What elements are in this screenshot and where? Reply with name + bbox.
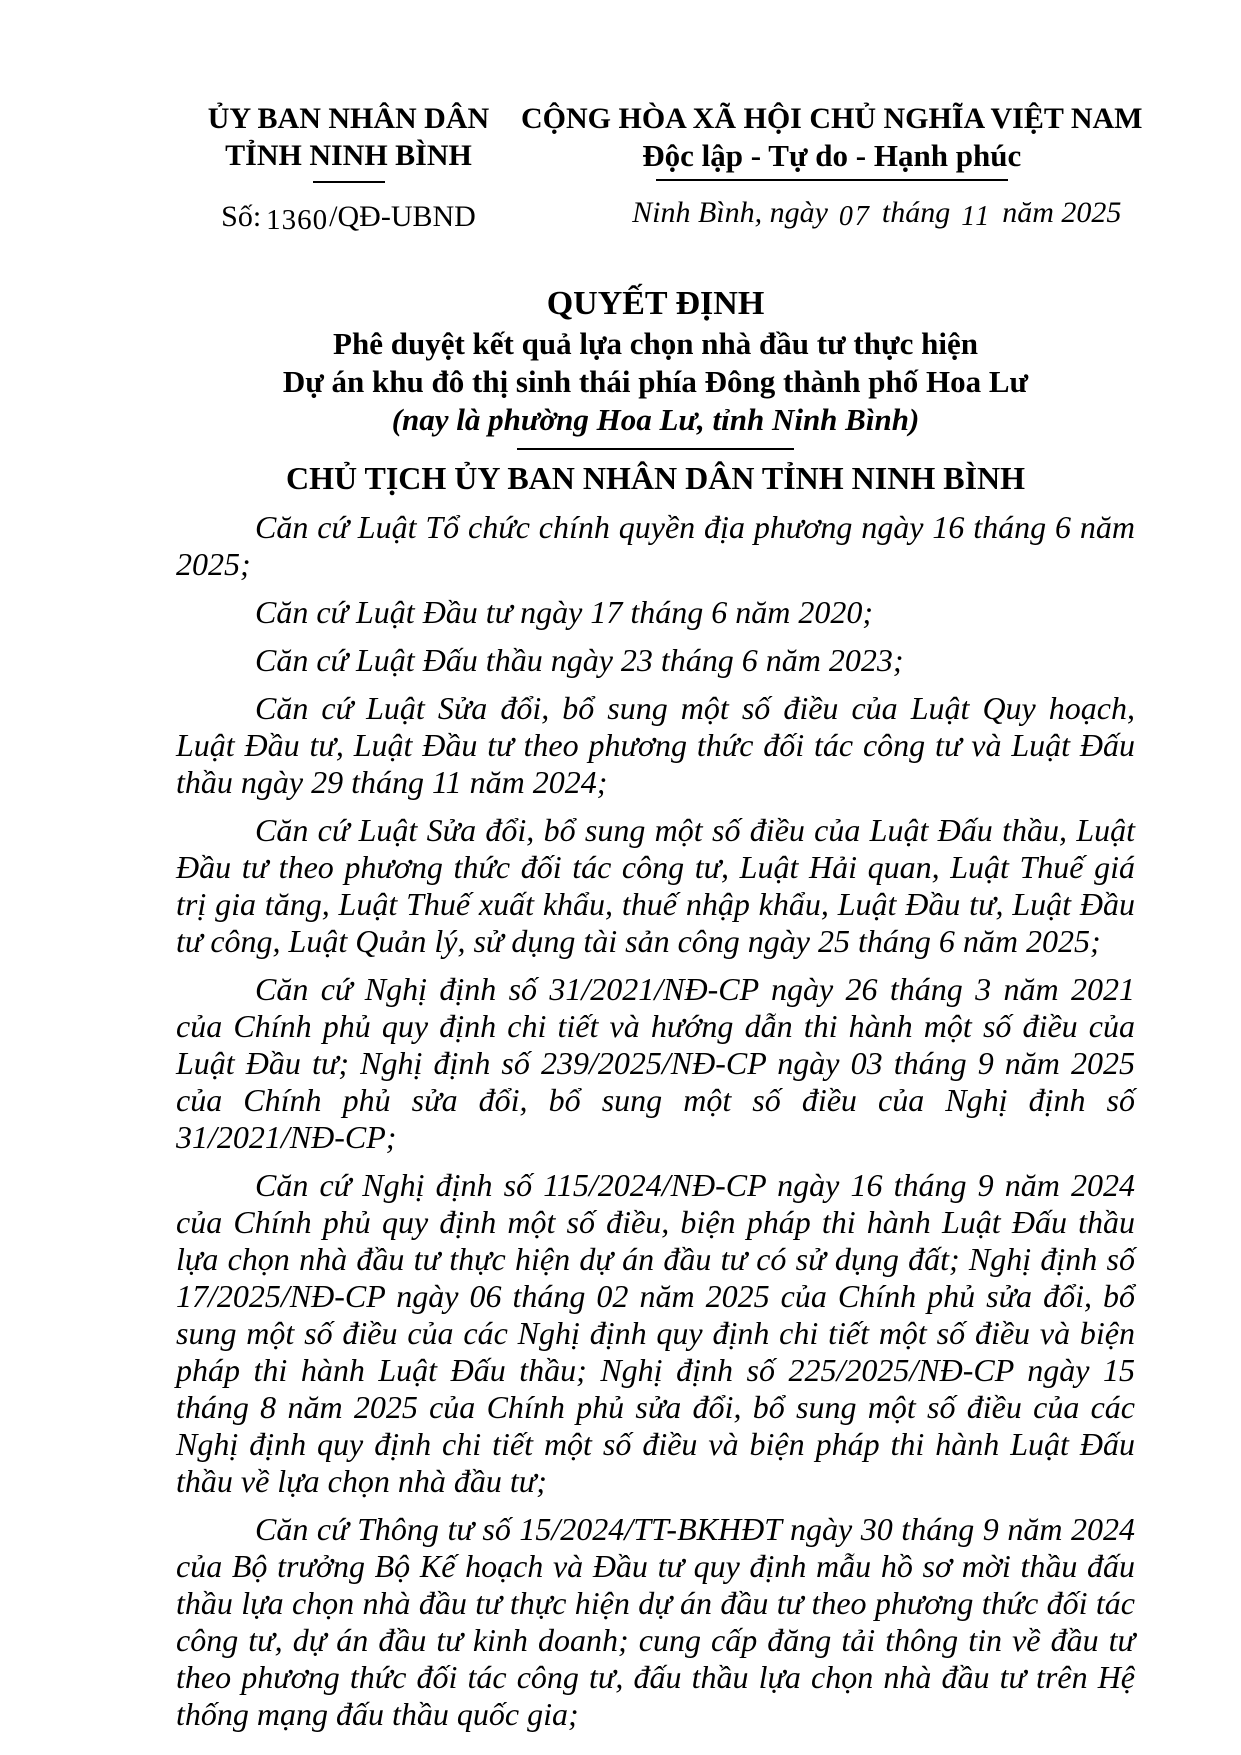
date-day-value: 07 <box>838 201 871 232</box>
decision-subtitle-3: (nay là phường Hoa Lư, tỉnh Ninh Bình) <box>391 402 920 437</box>
org-underline <box>313 181 385 183</box>
doc-number-line <box>176 199 521 235</box>
date-year-label: năm 2025 <box>1002 196 1122 229</box>
body-paragraph: Căn cứ Thông tư số 15/2024/TT-BKHĐT ngày 30 tháng 9 năm 2024 của Bộ trưởng Bộ Kế hoạch và Đầu tư quy định mẫu hồ sơ mời thầu đấu thầu lựa chọn nhà đầu tư thực hiện dự án đầu tư theo phương thức đối tác công tư, dự án đầu tư kinh doanh; cung cấp đăng tải thông tin về đầu tư theo phương thức đối tác công tư, đấu thầu lựa chọn nhà đầu tư trên Hệ thống mạng đấu thầu quốc gia; <box>176 1511 1135 1732</box>
body-paragraph: Căn cứ Luật Sửa đổi, bổ sung một số điều của Luật Quy hoạch, Luật Đầu tư, Luật Đầu tư theo phương thức đối tác công tư và Luật Đấu thầu ngày 29 tháng 11 năm 2024; <box>176 690 1135 800</box>
body-paragraphs <box>176 509 1135 1733</box>
org-name-line-2: TỈNH NINH BÌNH <box>225 139 472 172</box>
doc-number-suffix: /QĐ-UBND <box>329 200 476 233</box>
title-separator <box>517 448 794 450</box>
motto-underline <box>656 179 1008 181</box>
title-block <box>176 283 1135 450</box>
date-month-value: 11 <box>961 201 992 232</box>
org-name-line-1: ỦY BAN NHÂN DÂN <box>207 102 490 135</box>
body-paragraph: Căn cứ Luật Sửa đổi, bổ sung một số điều của Luật Đấu thầu, Luật Đầu tư theo phương thức đối tác công tư, Luật Hải quan, Luật Thuế giá trị gia tăng, Luật Thuế xuất khẩu, thuế nhập khẩu, Luật Đầu tư, Luật Đầu tư công, Luật Quản lý, sử dụng tài sản công ngày 25 tháng 6 năm 2025; <box>176 812 1135 959</box>
body-paragraph: Căn cứ Luật Đấu thầu ngày 23 tháng 6 năm 2023; <box>255 642 904 678</box>
date-month-label: tháng <box>881 196 951 229</box>
document-header <box>176 100 1143 236</box>
national-title: CỘNG HÒA XÃ HỘI CHỦ NGHĨA VIỆT NAM <box>521 102 1143 135</box>
national-motto: Độc lập - Tự do - Hạnh phúc <box>642 138 1022 173</box>
issuing-org-block <box>176 100 521 235</box>
doc-number-label: Số: <box>221 200 262 233</box>
decision-subtitle-1: Phê duyệt kết quả lựa chọn nhà đầu tư thực hiện <box>333 326 978 361</box>
body-paragraph: Căn cứ Luật Tổ chức chính quyền địa phương ngày 16 tháng 6 năm 2025; <box>176 509 1135 582</box>
decision-subtitle-2: Dự án khu đô thị sinh thái phía Đông thành phố Hoa Lư <box>282 364 1029 399</box>
national-header-block <box>521 100 1142 235</box>
decision-heading: QUYẾT ĐỊNH <box>546 285 765 322</box>
doc-number-value: 1360 <box>266 204 329 236</box>
body-paragraph: Căn cứ Luật Đầu tư ngày 17 tháng 6 năm 2020; <box>255 594 873 630</box>
place-date-prefix: Ninh Bình, ngày <box>632 196 828 229</box>
body-paragraph: Căn cứ Nghị định số 31/2021/NĐ-CP ngày 26 tháng 3 năm 2021 của Chính phủ quy định chi tiết và hướng dẫn thi hành một số điều của Luật Đầu tư; Nghị định số 239/2025/NĐ-CP ngày 03 tháng 9 năm 2025 của Chính phủ sửa đổi, bổ sung một số điều của Nghị định số 31/2021/NĐ-CP; <box>176 971 1135 1155</box>
authority-heading: CHỦ TỊCH ỦY BAN NHÂN DÂN TỈNH NINH BÌNH <box>285 460 1026 496</box>
body-paragraph: Căn cứ Nghị định số 115/2024/NĐ-CP ngày 16 tháng 9 năm 2024 của Chính phủ quy định một số điều, biện pháp thi hành Luật Đấu thầu lựa chọn nhà đầu tư thực hiện dự án đầu tư có sử dụng đất; Nghị định số 17/2025/NĐ-CP ngày 06 tháng 02 năm 2025 của Chính phủ sửa đổi, bổ sung một số điều của các Nghị định quy định chi tiết một số điều và biện pháp thi hành Luật Đấu thầu; Nghị định số 225/2025/NĐ-CP ngày 15 tháng 8 năm 2025 của Chính phủ sửa đổi, bổ sung một số điều của các Nghị định quy định chi tiết một số điều và biện pháp thi hành Luật Đấu thầu về lựa chọn nhà đầu tư; <box>176 1167 1135 1499</box>
place-date-line <box>521 195 1142 232</box>
